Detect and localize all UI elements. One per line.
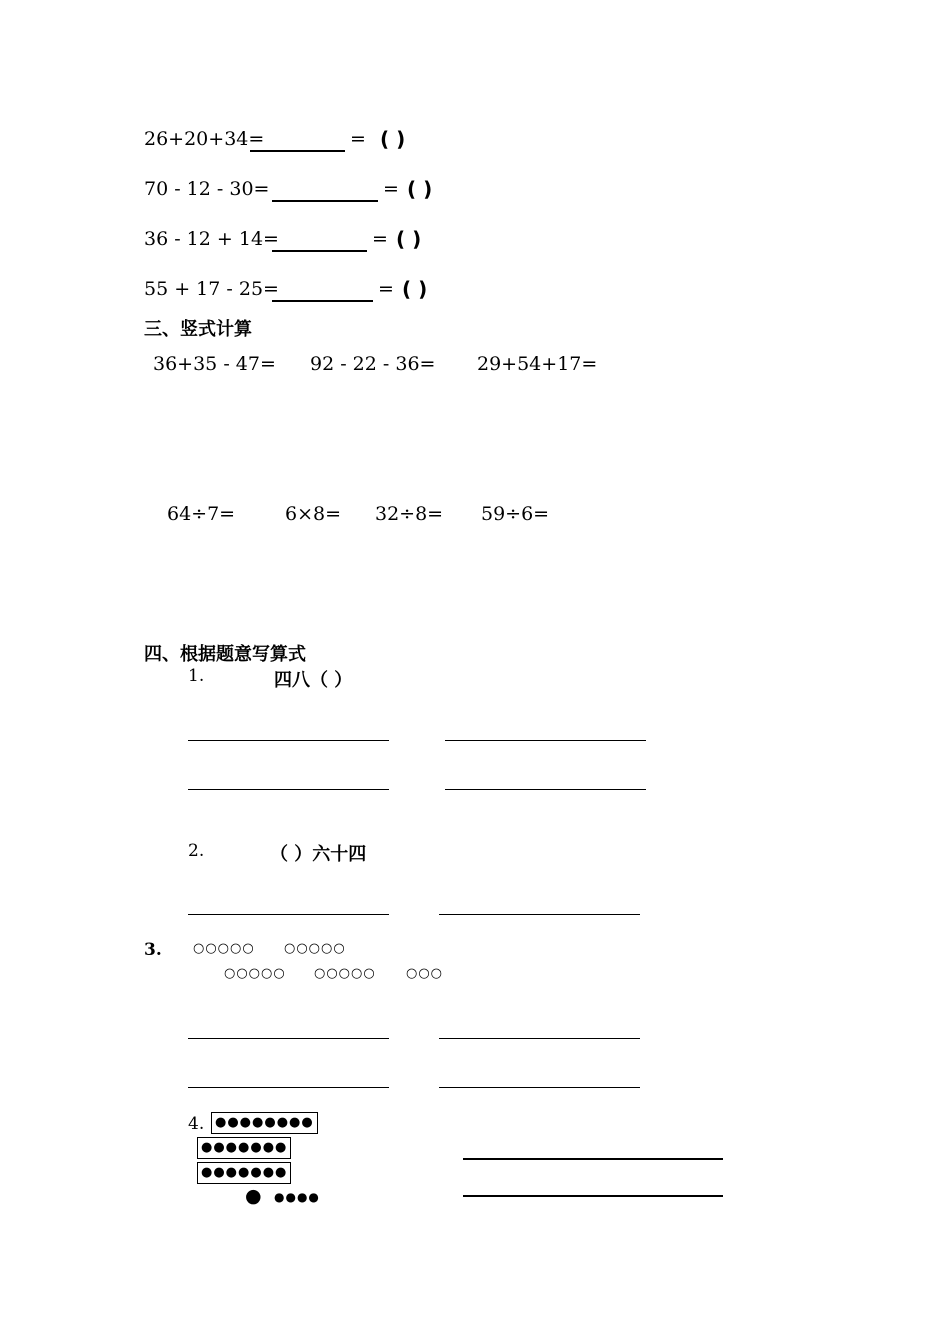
division-calc-2: 32÷8= <box>375 503 444 525</box>
question-2-text: （ ）六十四 <box>270 844 367 865</box>
dot-box-2: ●●●●●●● <box>197 1137 291 1159</box>
section-4-title: 四、根据题意写算式 <box>144 644 306 665</box>
answer-line-4a[interactable] <box>463 1158 723 1160</box>
answer-line-2b[interactable] <box>439 914 640 915</box>
circle-group-5: ○○○ <box>406 966 444 981</box>
dot-box-1: ●●●●●●●● <box>211 1112 318 1134</box>
equation-2-expression: 70 - 12 - 30= <box>144 178 270 200</box>
answer-line-1d[interactable] <box>445 789 646 790</box>
answer-line-3a[interactable] <box>188 1038 389 1039</box>
answer-line-3b[interactable] <box>439 1038 640 1039</box>
answer-line-1c[interactable] <box>188 789 389 790</box>
answer-paren-1[interactable]: ( ) <box>380 127 406 151</box>
question-4-number: 4. <box>188 1114 205 1134</box>
answer-line-3c[interactable] <box>188 1087 389 1088</box>
equation-1-expression: 26+20+34= <box>144 128 265 150</box>
equation-3-expression: 36 - 12 + 14= <box>144 228 279 250</box>
answer-paren-2[interactable]: ( ) <box>407 177 433 201</box>
circle-group-4: ○○○○○ <box>314 966 376 981</box>
answer-blank-3[interactable] <box>272 250 367 252</box>
equals-sign-1: = <box>350 128 366 150</box>
multiplication-calc: 6×8= <box>285 503 342 525</box>
circle-group-3: ○○○○○ <box>224 966 286 981</box>
answer-paren-4[interactable]: ( ) <box>402 277 428 301</box>
question-1-text: 四八（ ） <box>274 670 353 691</box>
answer-blank-1[interactable] <box>250 150 345 152</box>
question-3-number: 3. <box>144 940 162 960</box>
answer-line-1b[interactable] <box>445 740 646 741</box>
answer-line-4b[interactable] <box>463 1195 723 1197</box>
equals-sign-2: = <box>383 178 399 200</box>
vertical-calc-1: 36+35 - 47= <box>153 353 276 375</box>
answer-blank-2[interactable] <box>272 200 378 202</box>
circle-group-2: ○○○○○ <box>284 941 346 956</box>
dot-box-3: ●●●●●●● <box>197 1162 291 1184</box>
answer-paren-3[interactable]: ( ) <box>396 227 422 251</box>
large-dot: ● <box>245 1185 262 1207</box>
equals-sign-3: = <box>372 228 388 250</box>
answer-blank-4[interactable] <box>272 300 373 302</box>
answer-line-3d[interactable] <box>439 1087 640 1088</box>
vertical-calc-2: 92 - 22 - 36= <box>310 353 436 375</box>
section-3-title: 三、竖式计算 <box>144 319 252 340</box>
equation-4-expression: 55 + 17 - 25= <box>144 278 279 300</box>
equals-sign-4: = <box>378 278 394 300</box>
division-calc-3: 59÷6= <box>481 503 550 525</box>
answer-line-2a[interactable] <box>188 914 389 915</box>
question-2-number: 2. <box>188 841 205 861</box>
vertical-calc-3: 29+54+17= <box>477 353 598 375</box>
circle-group-1: ○○○○○ <box>193 941 255 956</box>
small-dots: ●●●● <box>274 1190 320 1204</box>
question-1-number: 1. <box>188 666 205 686</box>
division-calc-1: 64÷7= <box>167 503 236 525</box>
answer-line-1a[interactable] <box>188 740 389 741</box>
